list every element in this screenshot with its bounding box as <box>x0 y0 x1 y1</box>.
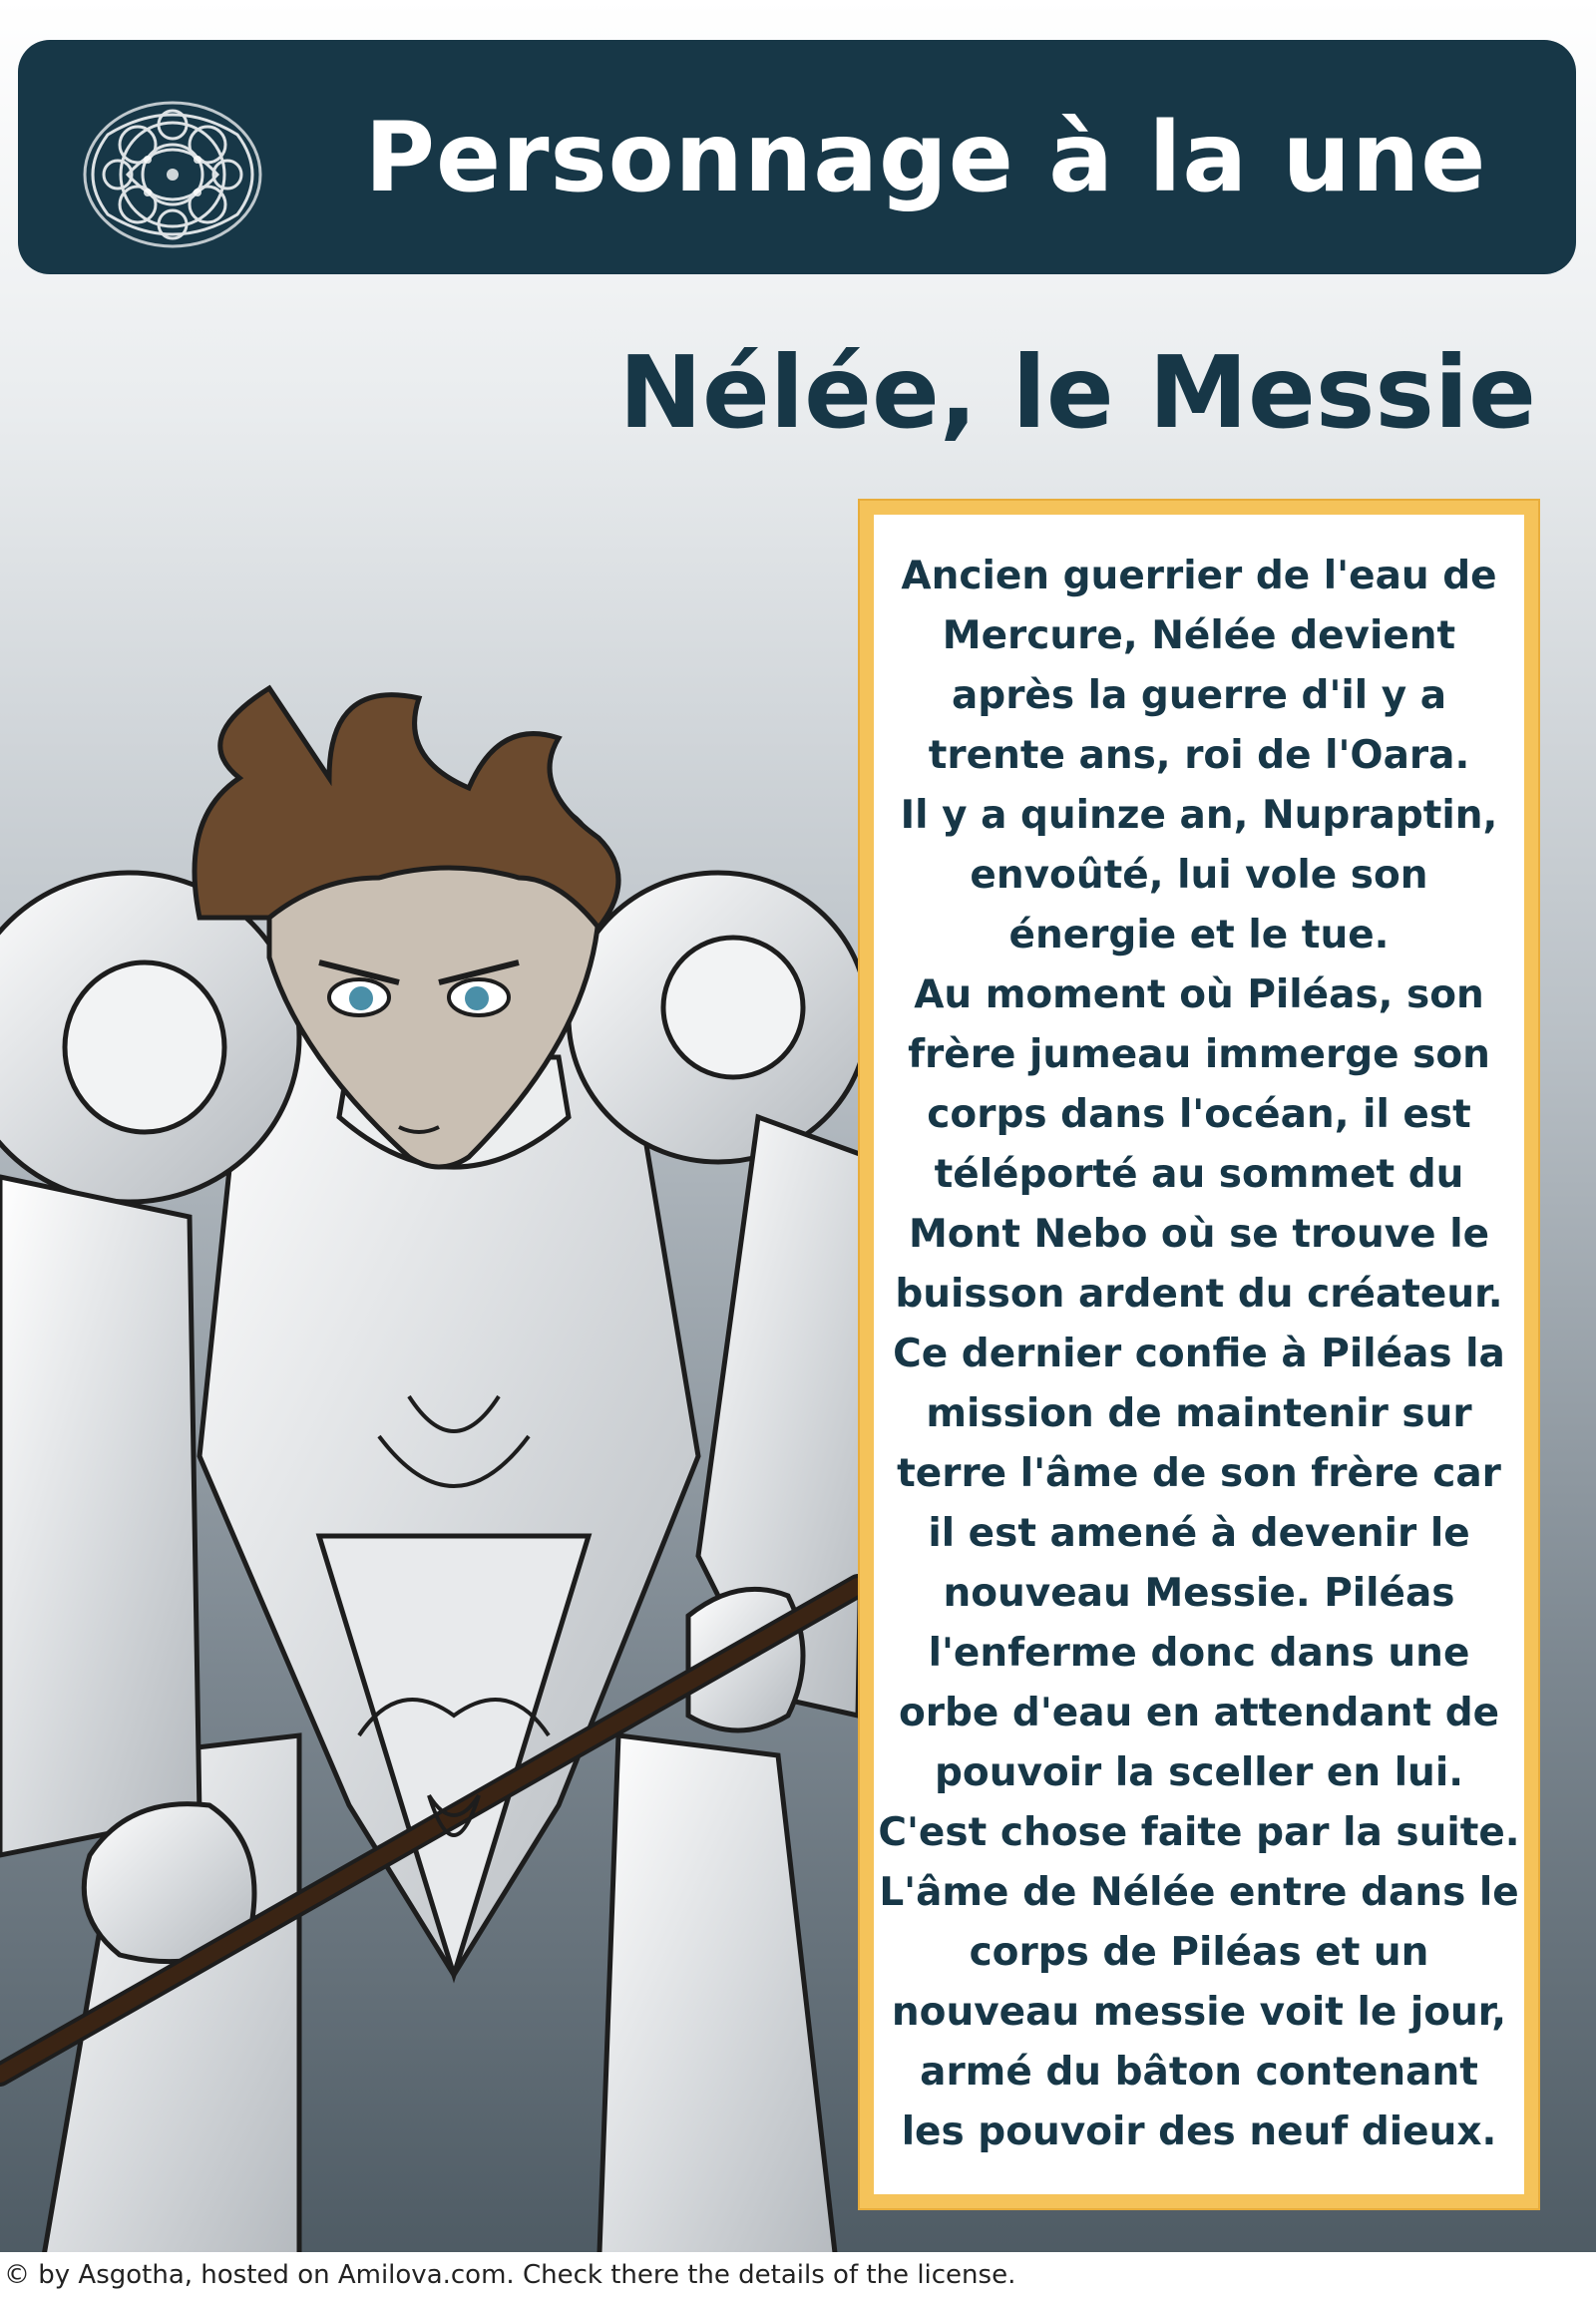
page-title: Personnage à la une <box>364 101 1487 213</box>
bio-line: corps de Piléas et un <box>969 1930 1429 1975</box>
bio-line: terre l'âme de son frère car <box>897 1451 1501 1496</box>
header-banner <box>18 40 1576 274</box>
bio-line: L'âme de Nélée entre dans le <box>879 1870 1519 1915</box>
bio-line: les pouvoir des neuf dieux. <box>901 2109 1497 2154</box>
bio-line: Il y a quinze an, Nupraptin, <box>900 793 1498 838</box>
bio-line: énergie et le tue. <box>1008 913 1390 958</box>
bio-line: trente ans, roi de l'Oara. <box>928 733 1470 778</box>
bio-line: Mont Nebo où se trouve le <box>908 1212 1490 1257</box>
biography-inner <box>874 515 1524 2194</box>
bio-line: armé du bâton contenant <box>920 2050 1478 2095</box>
license-credit: © by Asgotha, hosted on Amilova.com. Check there the details of the license. <box>0 2252 1596 2299</box>
bio-line: frère jumeau immerge son <box>908 1032 1490 1077</box>
bio-line: orbe d'eau en attendant de <box>898 1691 1500 1735</box>
biography-text <box>878 547 1519 2162</box>
bio-line: il est amené à devenir le <box>928 1511 1470 1556</box>
bio-line: Ce dernier confie à Piléas la <box>893 1332 1505 1376</box>
lace-emblem-icon <box>68 85 277 264</box>
biography-panel <box>858 499 1540 2210</box>
bio-line: téléporté au sommet du <box>934 1152 1464 1197</box>
bio-line: mission de maintenir sur <box>926 1391 1472 1436</box>
bio-line: Mercure, Nélée devient <box>942 613 1456 658</box>
bio-line: nouveau messie voit le jour, <box>891 1990 1507 2035</box>
armored-warrior-illustration <box>0 359 878 2279</box>
bio-line: corps dans l'océan, il est <box>927 1092 1471 1137</box>
bio-line: envoûté, lui vole son <box>970 853 1428 898</box>
bio-line: l'enferme donc dans une <box>928 1631 1470 1676</box>
bio-line: après la guerre d'il y a <box>951 673 1447 718</box>
bio-line: C'est chose faite par la suite. <box>878 1810 1520 1855</box>
character-name: Nélée, le Messie <box>618 334 1536 451</box>
bio-line: buisson ardent du créateur. <box>895 1272 1503 1317</box>
bio-line: Ancien guerrier de l'eau de <box>901 554 1497 598</box>
bio-line: Au moment où Piléas, son <box>914 972 1484 1017</box>
bio-line: nouveau Messie. Piléas <box>943 1571 1455 1616</box>
bio-line: pouvoir la sceller en lui. <box>934 1750 1464 1795</box>
